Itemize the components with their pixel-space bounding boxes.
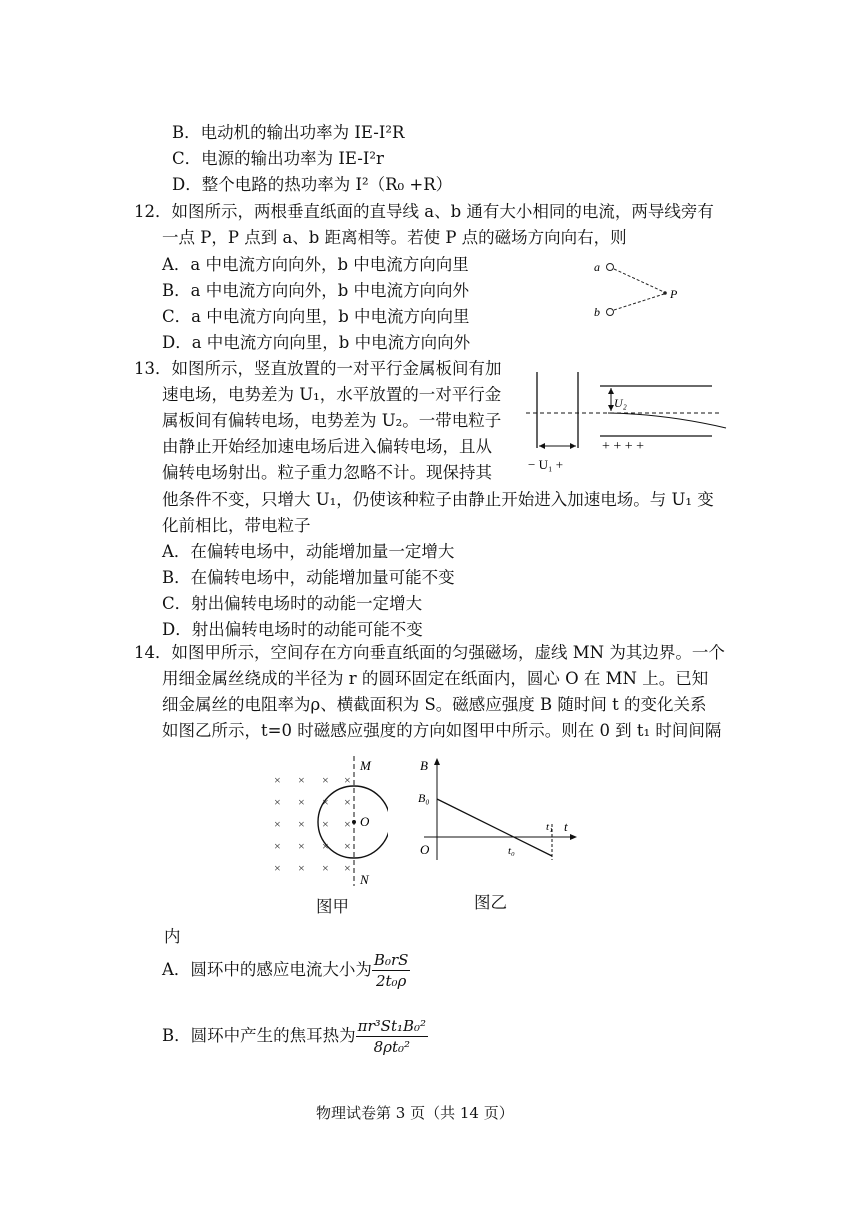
svg-text:×: × xyxy=(344,861,351,875)
q14-option-b-text: B．圆环中产生的焦耳热为 xyxy=(162,1026,356,1045)
q14-option-b xyxy=(162,1016,428,1057)
svg-text:×: × xyxy=(322,861,329,875)
svg-text:×: × xyxy=(274,839,281,853)
svg-text:×: × xyxy=(322,773,329,787)
q14-stem-line5: 内 xyxy=(164,927,181,946)
q14-figure-jia xyxy=(268,756,388,892)
q13-option-c: C．射出偏转电场时的动能一定增大 xyxy=(162,594,423,613)
q13-stem-line5: 偏转电场射出。粒子重力忽略不计。现保持其 xyxy=(162,463,492,482)
fraction-a-numerator: B₀rS xyxy=(373,951,409,969)
q13-stem-line2: 速电场，电势差为 U₁，水平放置的一对平行金 xyxy=(162,385,502,404)
svg-text:×: × xyxy=(344,773,351,787)
q11-option-d: D．整个电路的热功率为 I²（R₀ +R） xyxy=(172,175,453,194)
fig-label-b: b xyxy=(594,305,600,319)
fraction-a-denominator: 2t₀ρ xyxy=(375,972,407,990)
fraction-b-numerator: πr³St₁B₀² xyxy=(357,1017,427,1035)
wire-a xyxy=(607,264,614,271)
q13-stem-line1: 13．如图所示，竖直放置的一对平行金属板间有加 xyxy=(134,359,502,378)
fig1-caption: 图甲 xyxy=(316,897,349,916)
fig-label-plus: + + + + xyxy=(602,439,645,454)
q12-option-d: D．a 中电流方向向里，b 中电流方向向外 xyxy=(162,333,471,352)
svg-text:×: × xyxy=(274,861,281,875)
fig2-label-b: B xyxy=(420,758,428,773)
fig2-label-b0: B₀ xyxy=(418,791,430,805)
q12-stem-line1: 12．如图所示，两根垂直纸面的直导线 a、b 通有大小相同的电流，两导线旁有 xyxy=(134,202,714,221)
q14-stem-line1: 14．如图甲所示，空间存在方向垂直纸面的匀强磁场，虚线 MN 为其边界。一个 xyxy=(134,643,725,662)
fig2-label-o: O xyxy=(420,842,430,857)
svg-text:×: × xyxy=(298,795,305,809)
q11-option-c: C．电源的输出功率为 IE-I²r xyxy=(172,149,384,168)
q13-stem-line7: 化前相比，带电粒子 xyxy=(162,516,311,535)
fig-label-a: a xyxy=(594,260,600,274)
fraction-a xyxy=(372,950,410,991)
q12-option-c: C．a 中电流方向向里，b 中电流方向向里 xyxy=(162,307,470,326)
q12-option-b: B．a 中电流方向向外，b 中电流方向向外 xyxy=(162,281,470,300)
svg-text:×: × xyxy=(298,839,305,853)
svg-text:×: × xyxy=(344,839,351,853)
q12-option-a: A．a 中电流方向向外，b 中电流方向向里 xyxy=(162,255,469,274)
q12-figure xyxy=(588,256,688,322)
fraction-b xyxy=(356,1016,428,1057)
q14-option-a-text: A．圆环中的感应电流大小为 xyxy=(162,960,372,979)
page-footer: 物理试卷第 3 页（共 14 页） xyxy=(316,1104,514,1122)
b-t-graph-line xyxy=(437,799,552,856)
q13-option-a: A．在偏转电场中，动能增加量一定增大 xyxy=(162,542,455,561)
svg-text:×: × xyxy=(298,817,305,831)
fig-label-u2: U₂ xyxy=(614,396,627,410)
svg-text:×: × xyxy=(298,861,305,875)
svg-text:×: × xyxy=(322,817,329,831)
svg-text:×: × xyxy=(274,795,281,809)
q14-figure-yi xyxy=(414,756,582,866)
fig-label-m: M xyxy=(360,758,371,773)
svg-text:×: × xyxy=(322,795,329,809)
q14-option-a xyxy=(162,950,410,991)
svg-text:×: × xyxy=(322,839,329,853)
fig-label-u1: − U₁ + xyxy=(528,457,564,472)
q12-stem-line2: 一点 P，P 点到 a、b 距离相等。若使 P 点的磁场方向向右，则 xyxy=(162,228,627,247)
center-o xyxy=(352,820,356,824)
svg-text:×: × xyxy=(274,817,281,831)
fig2-label-t1: t₁ xyxy=(546,821,553,833)
fig-label-o: O xyxy=(360,814,370,829)
fraction-b-denominator: 8ρt₀² xyxy=(373,1038,411,1056)
fig2-label-t0: t₀ xyxy=(508,845,515,857)
q13-option-d: D．射出偏转电场时的动能可能不变 xyxy=(162,620,423,639)
svg-text:×: × xyxy=(344,817,351,831)
q13-stem-line6: 他条件不变，只增大 U₁，仍使该种粒子由静止开始进入加速电场。与 U₁ 变 xyxy=(162,490,714,509)
wire-b xyxy=(607,309,614,316)
fig2-label-t: t xyxy=(564,819,568,834)
q14-stem-line3: 细金属丝的电阻率为ρ、横截面积为 S。磁感应强度 B 随时间 t 的变化关系 xyxy=(162,695,707,714)
fig-label-p: P xyxy=(670,287,678,301)
q13-option-b: B．在偏转电场中，动能增加量可能不变 xyxy=(162,568,455,587)
svg-text:×: × xyxy=(344,795,351,809)
svg-text:×: × xyxy=(274,773,281,787)
q13-stem-line3: 属板间有偏转电场，电势差为 U₂。一带电粒子 xyxy=(162,411,502,430)
q13-figure xyxy=(526,366,732,474)
svg-text:×: × xyxy=(298,773,305,787)
fig2-caption: 图乙 xyxy=(474,893,507,912)
q11-option-b: B．电动机的输出功率为 IE-I²R xyxy=(172,123,405,142)
point-p xyxy=(663,291,667,295)
fig-label-n: N xyxy=(360,872,369,887)
q14-stem-line2: 用细金属丝绕成的半径为 r 的圆环固定在纸面内，圆心 O 在 MN 上。已知 xyxy=(162,669,709,688)
q14-stem-line4: 如图乙所示，t=0 时磁感应强度的方向如图甲中所示。则在 0 到 t₁ 时间间隔 xyxy=(162,721,722,740)
q13-stem-line4: 由静止开始经加速电场后进入偏转电场，且从 xyxy=(162,437,492,456)
